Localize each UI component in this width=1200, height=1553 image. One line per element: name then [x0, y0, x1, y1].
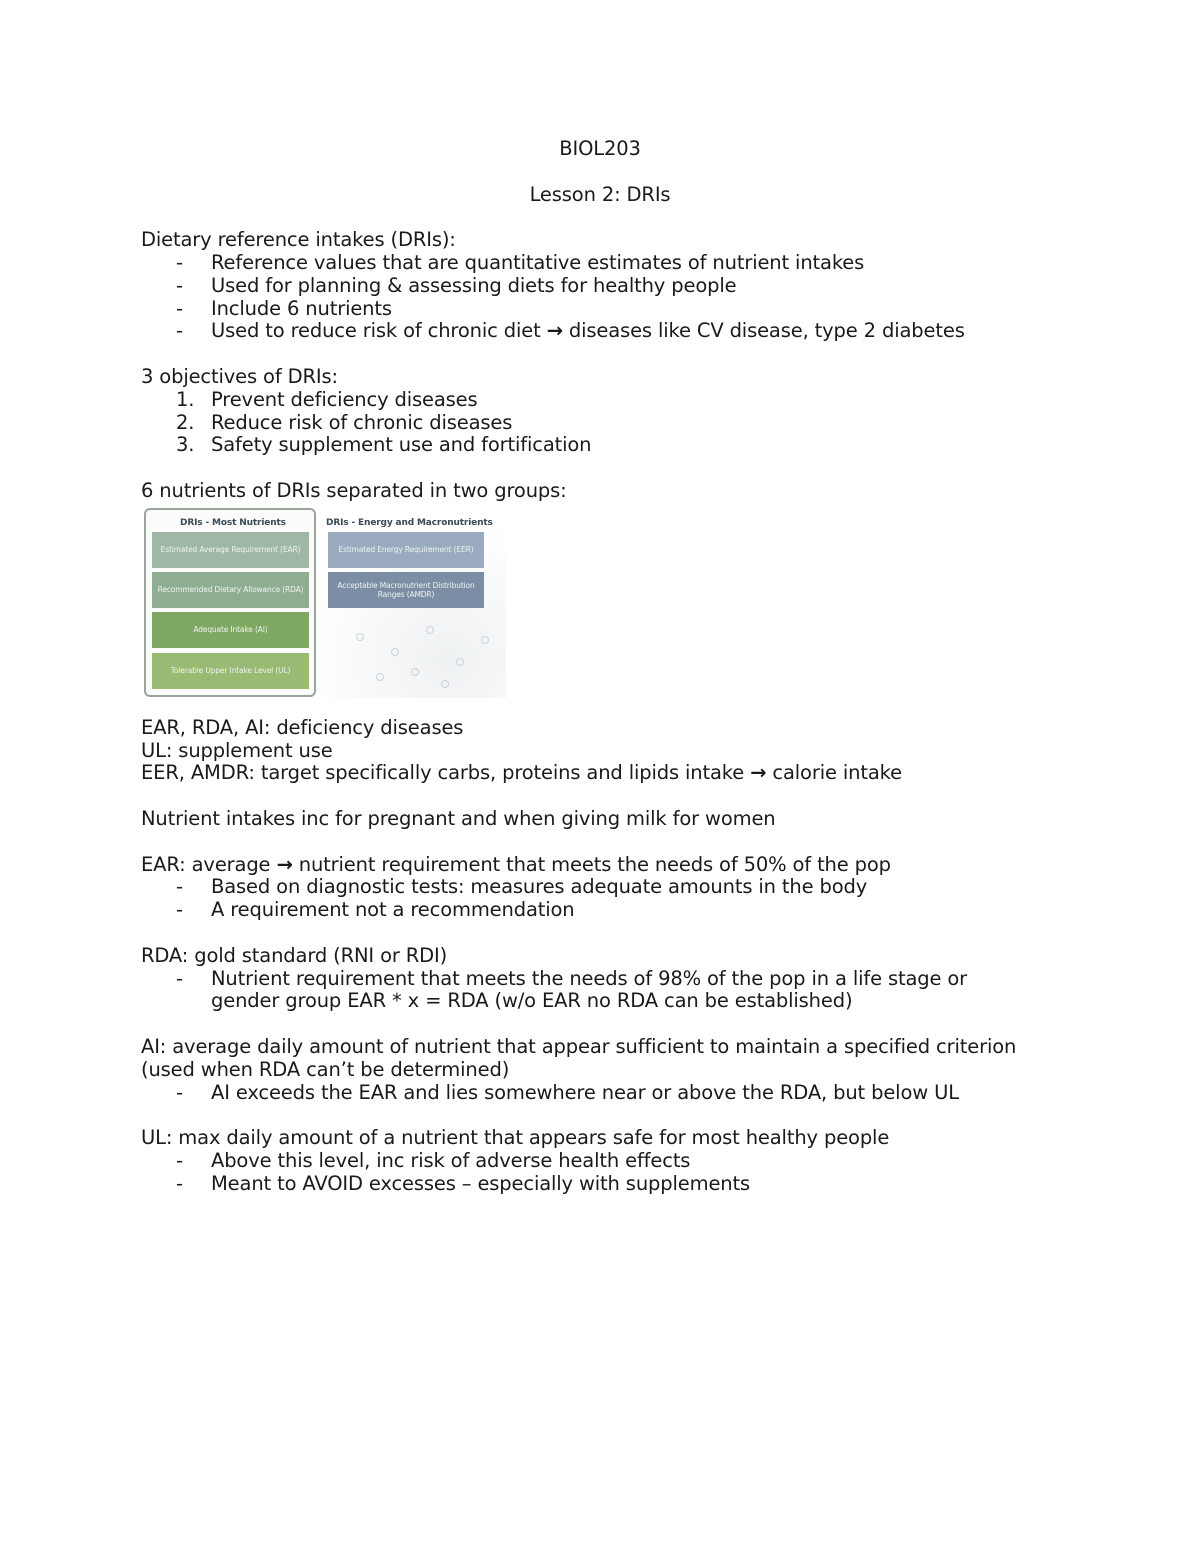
summary-text: calorie intake: [772, 761, 902, 785]
list-item-text: Meant to AVOID excesses – especially with supplements: [211, 1171, 751, 1195]
list-item-text: Used to reduce risk of chronic diet: [211, 319, 541, 343]
list-item: [141, 1173, 1061, 1196]
list-item: [141, 412, 1061, 435]
document-page: [141, 138, 1061, 1195]
list-item-text: Used for planning & assessing diets for healthy people: [211, 273, 737, 297]
list-item-text: Reference values that are quantitative estimates of nutrient intakes: [211, 250, 865, 274]
dash-marker: -: [176, 250, 183, 274]
arrow-icon: →: [750, 761, 767, 785]
decorative-dot: [441, 680, 449, 688]
rda-box: Recommended Dietary Allowance (RDA): [152, 572, 309, 608]
eer-box: Estimated Energy Requirement (EER): [328, 532, 484, 568]
dri-groups-figure: [144, 508, 506, 698]
list-item-text: A requirement not a recommendation: [211, 898, 575, 922]
dash-marker: -: [176, 319, 183, 343]
list-item-text: Include 6 nutrients: [211, 296, 392, 320]
summary-text: EER, AMDR: target specifically carbs, proteins and lipids intake: [141, 761, 745, 785]
most-nutrients-panel: [144, 508, 316, 697]
decorative-dot: [391, 648, 399, 656]
decorative-dot: [411, 668, 419, 676]
ai-box: Adequate Intake (AI): [152, 612, 309, 648]
list-item: [141, 434, 1061, 457]
list-item: [141, 899, 1061, 922]
list-item: [141, 968, 1061, 991]
dash-marker: -: [176, 1080, 183, 1104]
panel-title: DRIs - Most Nutrients: [180, 517, 286, 528]
list-item-text: Prevent deficiency diseases: [211, 387, 478, 411]
decorative-dot: [481, 636, 489, 644]
list-item: [141, 1082, 1061, 1105]
summary-line: [141, 762, 1061, 785]
list-item-text: AI exceeds the EAR and lies somewhere near or above the RDA, but below UL: [211, 1080, 959, 1104]
list-item-text: Nutrient requirement that meets the needs of 98% of the pop in a life stage or: [211, 966, 968, 990]
dash-marker: -: [176, 273, 183, 297]
groups-heading: 6 nutrients of DRIs separated in two groups:: [141, 478, 567, 502]
amdr-box: Acceptable Macronutrient Distribution Ranges (AMDR): [328, 572, 484, 608]
list-item-text: Above this level, inc risk of adverse health effects: [211, 1148, 691, 1172]
decorative-dot: [376, 673, 384, 681]
rda-heading: RDA: gold standard (RNI or RDI): [141, 943, 448, 967]
dash-marker: -: [176, 966, 183, 990]
pregnancy-note: Nutrient intakes inc for pregnant and when giving milk for women: [141, 806, 776, 830]
list-item-text: Safety supplement use and fortification: [211, 433, 592, 457]
decorative-dot: [456, 658, 464, 666]
decorative-dot: [426, 626, 434, 634]
lesson-title: Lesson 2: DRIs: [529, 182, 671, 206]
list-item-text: Based on diagnostic tests: measures adequate amounts in the body: [211, 875, 868, 899]
list-item: [141, 298, 1061, 321]
list-item: [141, 275, 1061, 298]
ear-heading: [141, 854, 1061, 877]
number-marker: 3.: [176, 433, 195, 457]
list-item: [141, 320, 1061, 343]
dri-definition-heading: Dietary reference intakes (DRIs):: [141, 228, 456, 252]
list-item: [141, 1150, 1061, 1173]
ear-heading-text: EAR: average: [141, 852, 271, 876]
list-item: [141, 876, 1061, 899]
decorative-dot: [356, 633, 364, 641]
dash-marker: -: [176, 296, 183, 320]
course-title: BIOL203: [559, 137, 641, 160]
objectives-heading: 3 objectives of DRIs:: [141, 364, 338, 388]
number-marker: 1.: [176, 387, 195, 411]
ai-heading: AI: average daily amount of nutrient that appear sufficient to maintain a specified criterion: [141, 1034, 1017, 1058]
ear-heading-text: nutrient requirement that meets the needs of 50% of the pop: [298, 852, 891, 876]
dash-marker: -: [176, 898, 183, 922]
dash-marker: -: [176, 875, 183, 899]
summary-line: EAR, RDA, AI: deficiency diseases: [141, 715, 464, 739]
list-item-text: Reduce risk of chronic diseases: [211, 410, 513, 434]
energy-macronutrients-panel: [316, 508, 506, 698]
arrow-icon: →: [276, 852, 293, 876]
ul-box: Tolerable Upper Intake Level (UL): [152, 653, 309, 689]
ai-heading-continuation: (used when RDA can’t be determined): [141, 1057, 510, 1081]
panel-title: DRIs - Energy and Macronutrients: [326, 517, 493, 528]
dash-marker: -: [176, 1171, 183, 1195]
list-item-text: diseases like CV disease, type 2 diabetes: [568, 319, 965, 343]
number-marker: 2.: [176, 410, 195, 434]
list-item: [141, 252, 1061, 275]
list-item-continuation: gender group EAR * x = RDA (w/o EAR no RDA can be established): [211, 989, 853, 1013]
dash-marker: -: [176, 1148, 183, 1172]
ul-heading: UL: max daily amount of a nutrient that appears safe for most healthy people: [141, 1126, 890, 1150]
summary-line: UL: supplement use: [141, 738, 333, 762]
arrow-icon: →: [546, 319, 563, 343]
list-item: [141, 389, 1061, 412]
ear-box: Estimated Average Requirement (EAR): [152, 532, 309, 568]
